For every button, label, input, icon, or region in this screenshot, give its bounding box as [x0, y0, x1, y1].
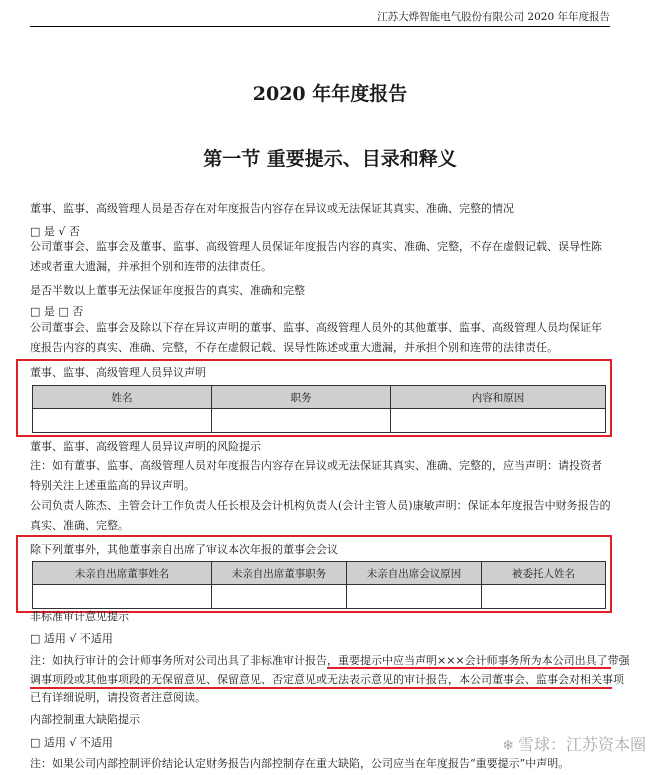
table-header-row	[33, 386, 606, 409]
page-header	[30, 4, 610, 27]
audit-title: 非标准审计意见提示	[30, 610, 129, 623]
audit-note-part-a: 注：如执行审计的会计师事务所对公司出具了非标准审计报告，	[30, 654, 338, 667]
answer-dissent: □ 是 √ 否	[30, 225, 80, 238]
absent-directors-table	[32, 561, 606, 609]
table-row	[33, 409, 606, 433]
watermark-text: 雪球：江苏资本圈	[517, 735, 646, 754]
risk-title: 董事、监事、高级管理人员异议声明的风险提示	[30, 440, 261, 453]
audit-note-line-2: 调事项段或其他事项段的无保留意见、保留意见、否定意见或无法表示意见的审计报告，本公司董事会、监事会对相关事项	[30, 673, 624, 686]
audit-answer: □ 适用 √ 不适用	[30, 632, 113, 645]
internal-control-title: 内部控制重大缺陷提示	[30, 713, 140, 726]
table-cell	[391, 409, 606, 433]
watermark	[502, 732, 646, 755]
table-header-row	[33, 562, 606, 585]
absent-directors-title: 除下列董事外，其他董事亲自出席了审议本次年报的董事会会议	[30, 543, 338, 556]
table-cell	[33, 409, 212, 433]
question-dissent: 董事、监事、高级管理人员是否存在对年度报告内容存在异议或无法保证其真实、准确、完整的情况	[30, 202, 514, 215]
absent-directors-box	[16, 535, 612, 613]
table-header-cell: 内容和原因	[391, 386, 606, 409]
table-header-cell: 未亲自出席董事姓名	[33, 562, 212, 585]
internal-control-answer: □ 适用 √ 不适用	[30, 736, 113, 749]
responsibility-statement: 公司负责人陈杰、主管会计工作负责人任长根及会计机构负责人(会计主管人员)康敏声明：保证本年度报告中财务报告的真实、准确、完整。	[30, 499, 611, 532]
question-majority: 是否半数以上董事无法保证年度报告的真实、准确和完整	[30, 284, 305, 297]
table-header-cell: 未亲自出席董事职务	[212, 562, 347, 585]
dissent-title: 董事、监事、高级管理人员异议声明	[30, 366, 206, 379]
header-company-report: 江苏大烨智能电气股份有限公司 2020 年年度报告	[377, 11, 610, 23]
table-header-cell: 被委托人姓名	[482, 562, 606, 585]
section-title: 第一节 重要提示、目录和释义	[203, 148, 457, 170]
guarantee-statement: 公司董事会、监事会及董事、监事、高级管理人员保证年度报告内容的真实、准确、完整，不存在虚假记载、误导性陈述或者重大遗漏，并承担个别和连带的法律责任。	[30, 240, 602, 273]
table-header-cell: 姓名	[33, 386, 212, 409]
dissent-table	[32, 385, 606, 433]
dissent-box	[16, 359, 612, 437]
table-header-cell: 未亲自出席会议原因	[347, 562, 482, 585]
audit-note-line-3: 已有详细说明，请投资者注意阅读。	[30, 691, 206, 704]
audit-note-part-b: 重要提示中应当声明×××会计师事务所为本公司出具了带强	[338, 654, 630, 667]
risk-note: 注：如有董事、监事、高级管理人员对年度报告内容存在异议或无法保证其真实、准确、完整的，应当声明：请投资者特别关注上述重监高的异议声明。	[30, 459, 602, 492]
guarantee-statement-2: 公司董事会、监事会及除以下存在异议声明的董事、监事、高级管理人员外的其他董事、监事、高级管理人员均保证年度报告内容的真实、准确、完整，不存在虚假记载、误导性陈述或重大遗漏，并承担个别和连带的法律责任。	[30, 321, 602, 354]
table-header-cell: 职务	[212, 386, 391, 409]
table-cell	[212, 409, 391, 433]
report-title: 2020 年年度报告	[252, 83, 408, 105]
internal-control-note: 注：如果公司内部控制评价结论认定财务报告内部控制存在重大缺陷，公司应当在年度报告“重要提示”中声明。	[30, 757, 570, 770]
snowball-logo-icon: ❄	[502, 738, 514, 754]
answer-majority: □ 是 □ 否	[30, 305, 84, 318]
